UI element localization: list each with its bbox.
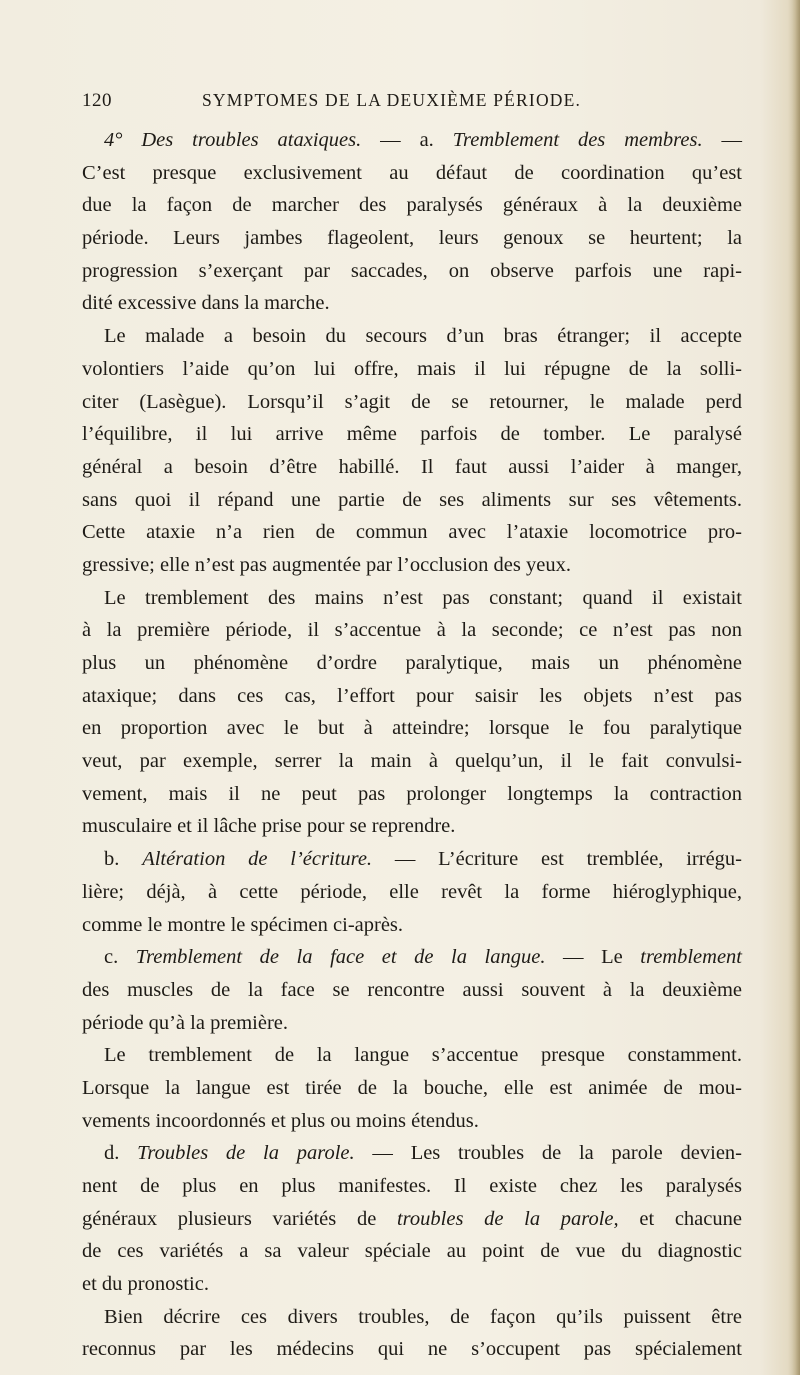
text-run: dité excessive dans la marche. <box>82 292 330 315</box>
text-line <box>82 124 742 157</box>
text-line <box>82 157 742 190</box>
text-run: période. Leurs jambes flageolent, leurs genoux se heurtent; la <box>82 227 742 250</box>
italic-text: troubles de la parole, <box>396 1207 619 1230</box>
text-line <box>82 189 742 222</box>
text-run: vements incoordonnés et plus ou moins étendus. <box>82 1109 479 1132</box>
text-line <box>82 549 742 582</box>
text-line <box>82 353 742 386</box>
text-run: — Le <box>545 946 641 969</box>
text-run: veut, par exemple, serrer la main à quelqu’un, il le fait convulsi- <box>82 750 742 773</box>
text-line <box>82 712 742 745</box>
italic-text: Altération de l’écriture. <box>142 848 373 871</box>
text-run: — Les troubles de la parole devien- <box>354 1142 743 1165</box>
text-run: Bien décrire ces divers troubles, de façon qu’ils puissent être <box>104 1305 742 1328</box>
text-run: ataxique; dans ces cas, l’effort pour saisir les objets n’est pas <box>82 684 742 707</box>
text-line <box>82 1170 742 1203</box>
text-run: — a. <box>361 129 453 151</box>
page-number: 120 <box>82 90 112 111</box>
text-line <box>82 484 742 517</box>
text-run: Le malade a besoin du secours d’un bras étranger; il accepte <box>104 325 742 348</box>
text-run: et chacune <box>618 1207 742 1230</box>
italic-text: Tremblement des membres. <box>452 129 703 151</box>
text-line <box>82 1007 742 1040</box>
text-line <box>82 1105 742 1138</box>
text-line <box>82 745 742 778</box>
text-line <box>82 680 742 713</box>
text-line <box>82 778 742 811</box>
text-run: progression s’exerçant par saccades, on observe parfois une rapi- <box>82 259 742 282</box>
text-line <box>82 1137 742 1170</box>
text-line <box>82 1268 742 1301</box>
text-line <box>82 647 742 680</box>
text-line <box>82 255 742 288</box>
text-line <box>82 1301 742 1334</box>
text-run: Lorsque la langue est tirée de la bouche, elle est animée de mou- <box>82 1076 742 1099</box>
text-run: citer (Lasègue). Lorsqu’il s’agit de se retourner, le malade perd <box>82 390 742 413</box>
text-run: général a besoin d’être habillé. Il faut aussi l’aider à manger, <box>82 455 742 478</box>
running-title: SYMPTOMES DE LA DEUXIÈME PÉRIODE. <box>202 90 582 110</box>
text-run: — <box>702 129 742 151</box>
running-head <box>82 90 732 120</box>
text-line <box>82 1235 742 1268</box>
text-run: l’équilibre, il lui arrive même parfois de tomber. Le paralysé <box>82 423 742 446</box>
text-line <box>82 451 742 484</box>
text-line <box>82 287 742 320</box>
text-line <box>82 876 742 909</box>
text-run: volontiers l’aide qu’on lui offre, mais il lui répugne de la solli- <box>82 357 742 380</box>
text-line <box>82 614 742 647</box>
text-run: vement, mais il ne peut pas prolonger longtemps la contraction <box>82 782 742 805</box>
text-line <box>82 974 742 1007</box>
text-run: d. <box>104 1142 138 1165</box>
text-run: des muscles de la face se rencontre aussi souvent à la deuxième <box>82 978 742 1001</box>
text-run: Le tremblement de la langue s’accentue presque constamment. <box>104 1044 742 1067</box>
page-edge-shadow <box>788 0 800 1375</box>
text-line <box>82 1333 742 1366</box>
text-run: gressive; elle n’est pas augmentée par l’occlusion des yeux. <box>82 553 571 576</box>
text-line <box>82 1072 742 1105</box>
text-run: à la première période, il s’accentue à la seconde; ce n’est pas non <box>82 619 742 642</box>
text-run: de ces variétés a sa valeur spéciale au point de vue du diagnostic <box>82 1240 742 1263</box>
text-line <box>82 418 742 451</box>
text-run: — L’écriture est tremblée, irrégu- <box>372 848 743 871</box>
italic-text: Troubles de la parole. <box>137 1142 355 1165</box>
body-text <box>82 124 742 1366</box>
text-run: comme le montre le spécimen ci-après. <box>82 913 404 936</box>
italic-text: 4° Des troubles ataxiques. <box>104 129 362 151</box>
text-run: musculaire et il lâche prise pour se reprendre. <box>82 815 456 838</box>
text-run: b. <box>104 848 143 871</box>
text-run: et du pronostic. <box>82 1273 209 1296</box>
text-line <box>82 582 742 615</box>
text-run: généraux plusieurs variétés de <box>82 1207 397 1230</box>
text-line <box>82 843 742 876</box>
text-line <box>82 386 742 419</box>
text-line <box>82 810 742 843</box>
text-line <box>82 516 742 549</box>
text-line <box>82 941 742 974</box>
text-run: période qu’à la première. <box>82 1011 289 1034</box>
text-run: c. <box>104 946 136 969</box>
text-run: sans quoi il répand une partie de ses aliments sur ses vêtements. <box>82 488 742 511</box>
text-line <box>82 909 742 942</box>
text-run: Le tremblement des mains n’est pas constant; quand il existait <box>104 586 742 609</box>
text-run: lière; déjà, à cette période, elle revêt la forme hiéroglyphique, <box>82 880 742 903</box>
text-line <box>82 222 742 255</box>
italic-text: tremblement <box>640 946 742 969</box>
text-run: due la façon de marcher des paralysés généraux à la deuxième <box>82 194 742 217</box>
text-line <box>82 1203 742 1236</box>
text-run: en proportion avec le but à atteindre; lorsque le fou paralytique <box>82 717 742 740</box>
text-run: C’est presque exclusivement au défaut de coordination qu’est <box>82 161 742 184</box>
text-line <box>82 1039 742 1072</box>
text-line <box>82 320 742 353</box>
text-run: plus un phénomène d’ordre paralytique, mais un phénomène <box>82 652 742 674</box>
text-run: reconnus par les médecins qui ne s’occupent pas spécialement <box>82 1338 742 1361</box>
italic-text: Tremblement de la face et de la langue. <box>135 946 546 969</box>
text-run: nent de plus en plus manifestes. Il existe chez les paralysés <box>82 1175 742 1197</box>
text-run: Cette ataxie n’a rien de commun avec l’ataxie locomotrice pro- <box>82 521 742 544</box>
